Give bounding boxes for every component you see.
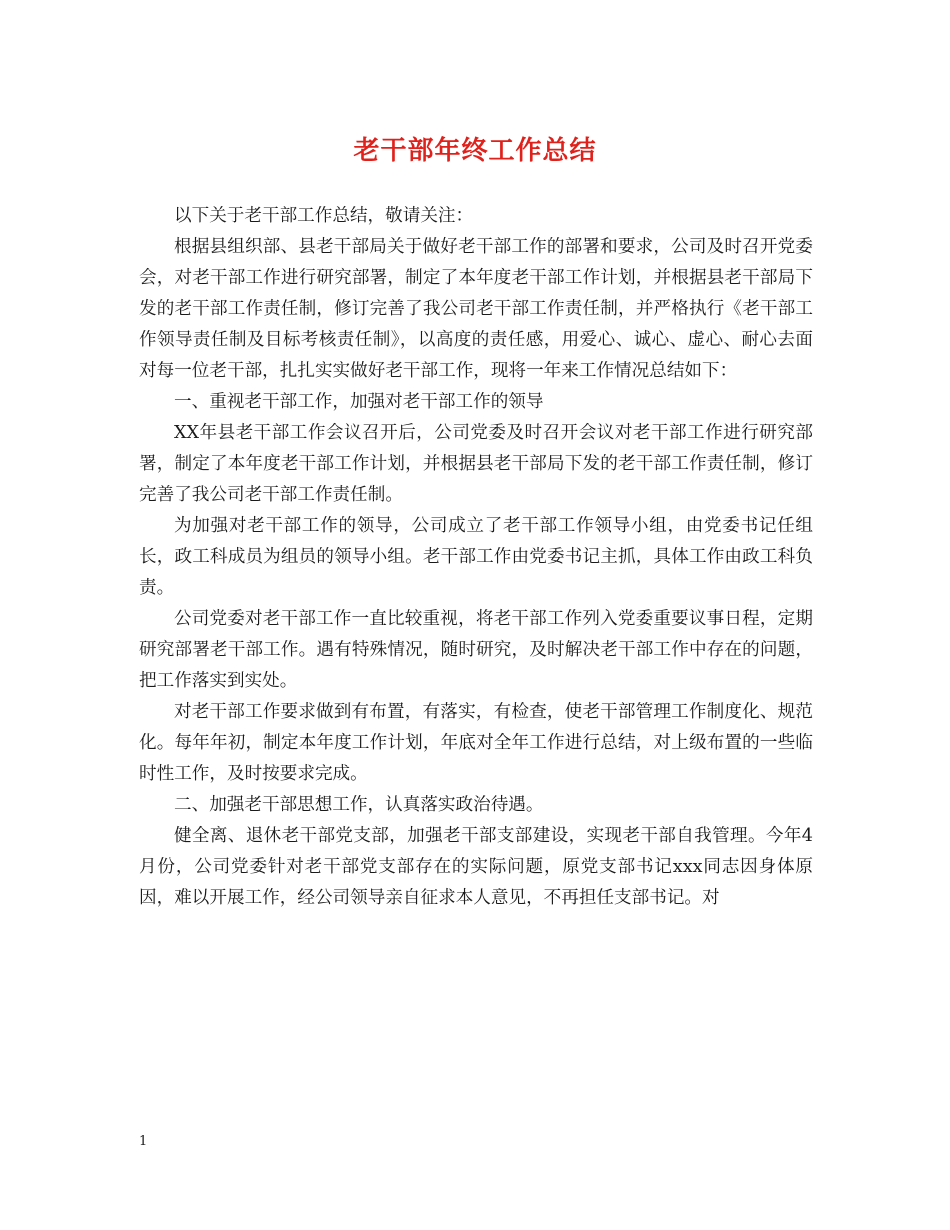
paragraph: XX年县老干部工作会议召开后，公司党委及时召开会议对老干部工作进行研究部署，制定了本年度老干部工作计划，并根据县老干部局下发的老干部工作责任制，修订完善了我公司老干部工作责任制。: [139, 423, 813, 505]
document-title: 老干部年终工作总结: [353, 136, 597, 166]
paragraph: 根据县组织部、县老干部局关于做好老干部工作的部署和要求，公司及时召开党委会，对老干部工作进行研究部署，制定了本年度老干部工作计划，并根据县老干部局下发的老干部工作责任制，修订完善了我公司老干部工作责任制，并严格执行《老干部工作领导责任制及目标考核责任制》，以高度的责任感，用爱心、诚心、虚心、耐心去面对每一位老干部，扎扎实实做好老干部工作，现将一年来工作情况总结如下：: [139, 237, 813, 381]
paragraph: 公司党委对老干部工作一直比较重视，将老干部工作列入党委重要议事日程，定期研究部署老干部工作。遇有特殊情况，随时研究，及时解决老干部工作中存在的问题，把工作落实到实处。: [139, 609, 813, 691]
paragraph: 对老干部工作要求做到有布置，有落实，有检查，使老干部管理工作制度化、规范化。每年年初，制定本年度工作计划，年底对全年工作进行总结，对上级布置的一些临时性工作，及时按要求完成。: [139, 702, 813, 784]
section-heading-1: 一、重视老干部工作，加强对老干部工作的领导: [174, 392, 544, 412]
paragraph: 为加强对老干部工作的领导，公司成立了老干部工作领导小组，由党委书记任组长，政工科成员为组员的领导小组。老干部工作由党委书记主抓，具体工作由政工科负责。: [139, 516, 813, 598]
document-body: [139, 201, 813, 914]
page-number: 1: [139, 1134, 148, 1149]
section-heading-2: 二、加强老干部思想工作，认真落实政治待遇。: [174, 795, 544, 815]
paragraph-intro: 以下关于老干部工作总结，敬请关注：: [174, 206, 474, 226]
paragraph: 健全离、退休老干部党支部，加强老干部支部建设，实现老干部自我管理。今年4月份，公司党委针对老干部党支部存在的实际问题，原党支部书记xxx同志因身体原因，难以开展工作，经公司领导亲自征求本人意见，不再担任支部书记。对: [139, 826, 813, 908]
